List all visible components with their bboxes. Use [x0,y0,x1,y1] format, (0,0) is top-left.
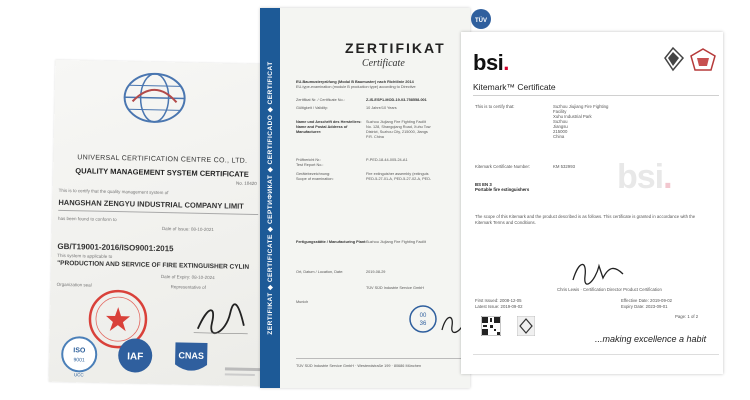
intro-text: This is to certify that the quality management system of [58,187,169,196]
ucc-globe-logo-icon [114,67,195,129]
latest-issue: Latest Issue: 2019-09-02 [475,304,523,309]
company-line: 215000 [553,129,568,134]
issuer-name: UNIVERSAL CERTIFICATION CENTRE CO., LTD. [77,154,248,165]
line-value: 2019-08-29 [366,270,386,274]
representative-label: Representative of [170,284,206,290]
tuv-zertifikat [260,8,470,388]
bsi-tagline: ...making excellence a habit [595,334,707,344]
expiry-date: Date of Expiry: 08-10-2024 [160,274,215,281]
line-value: Z-IS-ESP1-MOD-19-03-758558-001 [366,98,427,102]
issue-date: Date of Issue: 08-10-2021 [161,226,214,233]
effective-date: Effective Date: 2019-09-02 [621,298,673,303]
signatory: Chris Lewis · Certification Director Product Certification [557,287,662,292]
product-name: Portable fire extinguishers [475,187,530,192]
line-value: Fire extinguisher assembly (extinguis [366,172,429,176]
qms-certificate [49,60,274,386]
company-line: Suzhou [553,119,568,124]
svg-text:36: 36 [419,321,427,327]
organization-label: Organization seal [56,281,92,288]
standard-ref: BS EN 3 [475,182,492,187]
cert-number-label: Kitemark Certificate Number: [475,164,531,169]
conform-text: has been found to conform to [58,215,117,223]
line-label: EU-type-examination (module B production type) according to Directive [296,85,416,89]
line-value: Suzhou Jiujiang Fire Fighting Facilit [366,120,426,124]
company-line: Facility [553,109,567,114]
scope-text: "PRODUCTION AND SERVICE OF FIRE EXTINGUISHER CYLIN [57,259,250,271]
svg-text:9001: 9001 [73,357,85,364]
line-label: Name and Postal Address of [296,125,348,129]
certificate-subtitle: Certificate [362,58,405,69]
footer-text: TÜV SÜD Industrie Service GmbH · Westendstraße 199 · 80686 München [296,364,422,368]
line-label: Gerätebezeichnung: [296,172,331,176]
iso-badge-icon [62,337,97,378]
svg-text:IAF: IAF [127,351,144,363]
line-value: P-PED-18-44-005-24-A1 [366,158,408,162]
company-name: HANGSHAN ZENGYU INDUSTRIAL COMPANY LIMIT [58,197,244,211]
line-label: Test Report No.: [296,163,324,167]
bsi-kitemark-certificate [461,32,723,374]
blue-side-stripe [260,8,280,388]
expiry-date: Expiry Date: 2023-09-01 [621,304,668,309]
bsi-logo: bsi. [473,50,509,75]
line-label: Name und Anschrift des Herstellers: [296,120,362,124]
scope-label: This system is applicable to [57,252,113,259]
cert-number: KM 532993 [553,164,575,169]
company-line: China [553,134,565,139]
cnas-badge-icon [175,342,208,371]
svg-text:00: 00 [419,313,427,319]
divider [58,210,258,215]
signature-icon [569,256,629,286]
certificate-title: ZERTIFIKAT [345,40,446,56]
body-text: The scope of this Kitemark and the product described is as follows. This certificate is granted in accordance with the Kitemark Terms and Conditions. [475,214,696,225]
bsi-watermark: bsi. [617,158,672,196]
certificate-title: QUALITY MANAGEMENT SYSTEM CERTIFICATE [75,166,249,179]
line-value: P.R. China [366,135,384,139]
kitemark-small-icon [517,316,535,336]
tuv-logo-icon [470,8,492,30]
line-label: Prüfbericht Nr.: [296,158,322,162]
svg-text:UCC: UCC [73,372,84,378]
line-label: Gültigkeit / Validity: [296,106,329,110]
svg-text:CNAS: CNAS [178,350,205,361]
svg-text:ISO: ISO [73,347,86,355]
company-line: Suzhou Jiujiang Fire Fighting [553,104,609,109]
footer-divider [473,354,719,355]
line-label: Manufacturer: [296,130,322,134]
line-value: Suzhou Jiujiang Fire Fighting Facilit [366,240,426,244]
qr-code-icon [481,316,501,336]
line-label: Munich [296,300,309,304]
company-line: Xuhu Industrial Park [553,114,592,119]
line-label: Ort, Datum / Location, Date: [296,270,344,274]
certificate-title: Kitemark™ Certificate [473,82,556,92]
line-value: PED-5-27-01-A, PED-5-27-02-A, PED- [366,177,432,181]
line-value: TÜV SÜD Industrie Service GmbH [366,286,425,290]
footer-divider [296,358,466,359]
accreditation-badges [57,330,268,382]
iaf-badge-icon [118,338,153,373]
certify-label: This is to certify that: [475,104,515,109]
page-number: Page: 1 of 2 [675,314,699,319]
line-label: Zertifikat Nr. / Certificate No.: [296,98,345,102]
title-divider [473,95,719,96]
line-label: EU-Baumusterprüfung (Modul B Baumuster) nach Richtlinie 2014 [296,80,414,84]
svg-text:TÜV: TÜV [475,18,487,24]
stripe-text: ZERTIFIKAT ◆ CERTIFICATE ◆ СЕРТИФИКАТ ◆ CERTIFICADO ◆ CERTIFICAT [267,61,274,335]
line-value: No. 128, Shangqiang Road, Xuhu Tow [366,125,431,129]
ukca-mark-icon [691,49,715,70]
first-issued: First Issued: 2008-12-05 [475,298,522,303]
standard-name: GB/T19001-2016/ISO9001:2015 [57,241,174,254]
line-label: Scope of examination: [296,177,334,181]
line-value: 10 Jahre/10 Years [366,106,397,110]
certificate-number: No. 10420 [236,180,257,186]
kitemark-icon [663,46,719,72]
company-line: Jiangsu [553,124,568,129]
line-value: District, Suzhou City, 215000, Jiangs [366,130,428,134]
line-label: Fertigungsstätte / Manufacturing Plant: [296,240,367,244]
